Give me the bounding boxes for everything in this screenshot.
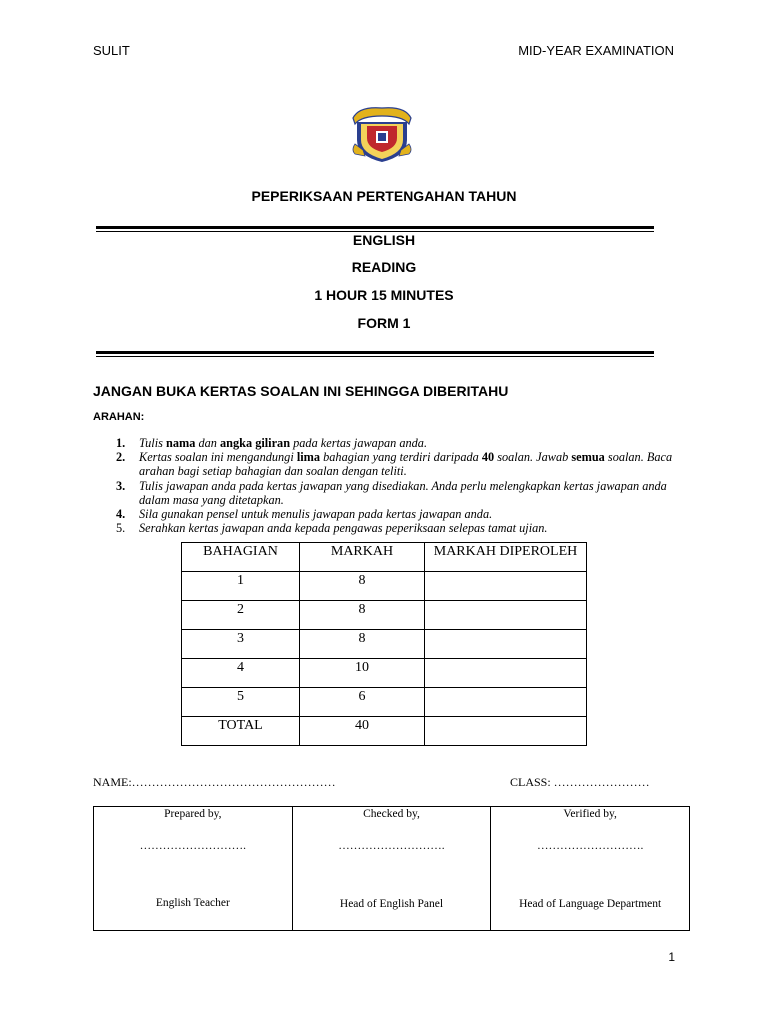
section-cell: 4 [182, 659, 300, 688]
obtained-cell[interactable] [425, 601, 587, 630]
name-field[interactable]: NAME:…………………………………………… [93, 775, 336, 789]
obtained-cell[interactable] [425, 572, 587, 601]
signature-label: Checked by, [363, 808, 420, 820]
marks-cell: 10 [300, 659, 425, 688]
signature-line[interactable]: ………………………. [139, 840, 247, 852]
section-cell: 5 [182, 688, 300, 717]
signature-checked [292, 807, 491, 931]
signature-line[interactable]: ………………………. [536, 840, 644, 852]
obtained-cell[interactable] [425, 717, 587, 746]
instruction-item: 2. Kertas soalan ini mengandungi lima bahagian yang terdiri daripada 40 soalan. Jawab semua soalan. Baca arahan bagi setiap bahagian dan soalan dengan teliti. [116, 450, 673, 479]
signature-table [93, 806, 690, 931]
section-cell: TOTAL [182, 717, 300, 746]
table-row [182, 630, 587, 659]
table-row [182, 572, 587, 601]
header-right: MID-YEAR EXAMINATION [518, 43, 674, 58]
section-cell: 2 [182, 601, 300, 630]
obtained-cell[interactable] [425, 688, 587, 717]
school-crest-logo [349, 104, 415, 164]
instruction-number: 2. [116, 450, 126, 465]
subject-paper: READING [351, 259, 417, 275]
table-header-row [182, 543, 587, 572]
instruction-number: 4. [116, 507, 126, 522]
column-header: BAHAGIAN [182, 543, 300, 572]
marks-table [181, 542, 587, 746]
marks-cell: 8 [300, 572, 425, 601]
table-row-total [182, 717, 587, 746]
instruction-item: 3. Tulis jawapan anda pada kertas jawapan yang disediakan. Anda perlu melengkapkan kertas jawapan anda dalam masa yang ditetapkan. [116, 478, 667, 507]
warning-text: JANGAN BUKA KERTAS SOALAN INI SEHINGGA DIBERITAHU [93, 383, 509, 399]
signature-label: Verified by, [563, 808, 617, 820]
obtained-cell[interactable] [425, 659, 587, 688]
table-row [182, 659, 587, 688]
signature-role: English Teacher [155, 897, 230, 909]
exam-title: PEPERIKSAAN PERTENGAHAN TAHUN [251, 188, 517, 204]
exam-duration: 1 HOUR 15 MINUTES [314, 287, 454, 303]
header-left: SULIT [93, 43, 130, 58]
signature-verified [491, 807, 690, 931]
marks-cell: 8 [300, 601, 425, 630]
section-cell: 1 [182, 572, 300, 601]
marks-cell: 40 [300, 717, 425, 746]
signature-role: Head of Language Department [519, 898, 662, 910]
signature-label: Prepared by, [164, 808, 222, 820]
instruction-number: 1. [116, 436, 126, 450]
instruction-number: 5. [116, 521, 126, 536]
instruction-item: 4. Sila gunakan pensel untuk menulis jawapan pada kertas jawapan anda. [116, 507, 493, 522]
signature-prepared [94, 807, 293, 931]
signature-line[interactable]: ………………………. [338, 840, 445, 852]
table-row [182, 688, 587, 717]
column-header: MARKAH DIPEROLEH [425, 543, 587, 572]
instruction-item: 5. Serahkan kertas jawapan anda kepada pengawas peperiksaan selepas tamat ujian. [116, 521, 548, 536]
signature-role: Head of English Panel [339, 898, 444, 910]
page-number: 1 [668, 950, 675, 964]
section-cell: 3 [182, 630, 300, 659]
divider-bottom [96, 351, 654, 357]
instructions-heading: ARAHAN: [93, 411, 145, 423]
instruction-item: 1. Tulis nama dan angka giliran pada kertas jawapan anda. [116, 436, 428, 450]
marks-cell: 8 [300, 630, 425, 659]
subject-name: ENGLISH [352, 232, 416, 248]
column-header: MARKAH [300, 543, 425, 572]
obtained-cell[interactable] [425, 630, 587, 659]
form-level: FORM 1 [357, 315, 411, 331]
instruction-number: 3. [116, 478, 126, 493]
marks-cell: 6 [300, 688, 425, 717]
class-field[interactable]: CLASS: …………………… [510, 775, 650, 789]
instructions-list [93, 436, 675, 535]
table-row [182, 601, 587, 630]
